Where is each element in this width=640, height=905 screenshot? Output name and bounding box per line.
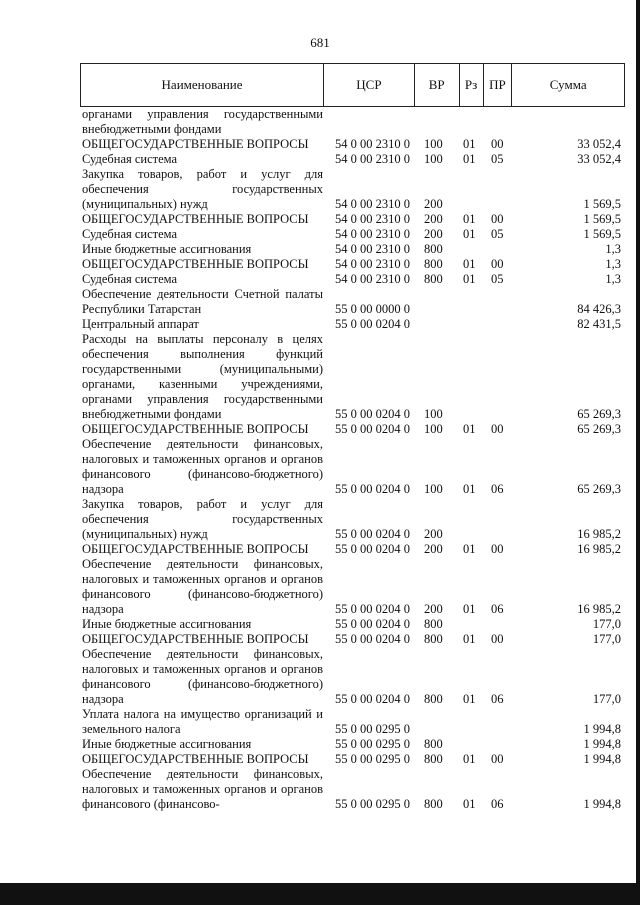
cell-sum: 16 985,2 <box>577 542 621 556</box>
cell-pr: 00 <box>491 422 504 436</box>
cell-name: Обеспечение деятельности финансовых, налоговых и таможенных органов и органов финансового (финансово-бюджетного) надзора <box>82 437 323 496</box>
cell-pr: 06 <box>491 692 504 706</box>
cell-sum: 1,3 <box>605 242 621 256</box>
cell-pr: 06 <box>491 602 504 616</box>
cell-name: Иные бюджетные ассигнования <box>82 242 252 256</box>
cell-name: ОБЩЕГОСУДАРСТВЕННЫЕ ВОПРОСЫ <box>82 632 309 646</box>
table-body <box>80 107 625 812</box>
cell-sum: 1 994,8 <box>583 797 621 811</box>
cell-name: Судебная система <box>82 272 178 286</box>
table-row <box>80 287 625 317</box>
cell-pr: 05 <box>491 227 504 241</box>
cell-pr: 00 <box>491 542 504 556</box>
cell-pr: 00 <box>491 752 504 766</box>
cell-pr: 00 <box>491 212 504 226</box>
cell-rz: 01 <box>463 422 476 436</box>
cell-sum: 82 431,5 <box>577 317 621 331</box>
cell-name: ОБЩЕГОСУДАРСТВЕННЫЕ ВОПРОСЫ <box>82 257 309 271</box>
scan-border-right <box>636 0 640 905</box>
cell-vr: 100 <box>424 422 443 436</box>
table-row <box>80 212 625 227</box>
table-row <box>80 107 625 137</box>
cell-name: Закупка товаров, работ и услуг для обеспечения государственных (муниципальных) нужд <box>82 497 323 541</box>
table-row <box>80 332 625 422</box>
cell-vr: 200 <box>424 542 443 556</box>
cell-sum: 1 569,5 <box>583 212 621 226</box>
table-row <box>80 437 625 497</box>
header-name: Наименование <box>161 77 243 92</box>
cell-rz: 01 <box>463 212 476 226</box>
cell-pr: 06 <box>491 482 504 496</box>
cell-sum: 65 269,3 <box>577 422 621 436</box>
cell-name: ОБЩЕГОСУДАРСТВЕННЫЕ ВОПРОСЫ <box>82 542 309 556</box>
cell-pr: 00 <box>491 632 504 646</box>
cell-sum: 1 994,8 <box>583 752 621 766</box>
cell-name: ОБЩЕГОСУДАРСТВЕННЫЕ ВОПРОСЫ <box>82 212 309 226</box>
cell-sum: 16 985,2 <box>577 602 621 616</box>
cell-pr: 00 <box>491 257 504 271</box>
header-rz: Рз <box>459 64 483 106</box>
cell-csr: 55 0 00 0204 0 <box>335 482 410 496</box>
table-row <box>80 617 625 632</box>
cell-rz: 01 <box>463 542 476 556</box>
cell-name: органами управления государственными внебюджетными фондами <box>82 107 323 136</box>
cell-sum: 33 052,4 <box>577 137 621 151</box>
cell-rz: 01 <box>463 227 476 241</box>
table-row <box>80 737 625 752</box>
cell-sum: 1 994,8 <box>583 722 621 736</box>
cell-csr: 54 0 00 2310 0 <box>335 137 410 151</box>
page-number: 681 <box>310 35 330 50</box>
table-row <box>80 647 625 707</box>
table-row <box>80 152 625 167</box>
cell-pr: 05 <box>491 272 504 286</box>
cell-csr: 54 0 00 2310 0 <box>335 257 410 271</box>
cell-csr: 54 0 00 2310 0 <box>335 272 410 286</box>
cell-vr: 800 <box>424 632 443 646</box>
cell-name: Иные бюджетные ассигнования <box>82 617 252 631</box>
table-row <box>80 752 625 767</box>
cell-name: ОБЩЕГОСУДАРСТВЕННЫЕ ВОПРОСЫ <box>82 137 309 151</box>
cell-csr: 55 0 00 0204 0 <box>335 422 410 436</box>
cell-pr: 06 <box>491 797 504 811</box>
table-row <box>80 227 625 242</box>
table-row <box>80 632 625 647</box>
cell-sum: 177,0 <box>592 632 621 646</box>
cell-rz: 01 <box>463 272 476 286</box>
table-row <box>80 317 625 332</box>
cell-rz: 01 <box>463 632 476 646</box>
cell-sum: 65 269,3 <box>577 482 621 496</box>
cell-vr: 200 <box>424 197 443 211</box>
table-row <box>80 242 625 257</box>
cell-pr: 05 <box>491 152 504 166</box>
cell-csr: 55 0 00 0204 0 <box>335 692 410 706</box>
cell-rz: 01 <box>463 152 476 166</box>
table-row <box>80 497 625 542</box>
cell-name: Обеспечение деятельности Счетной палаты Республики Татарстан <box>82 287 323 316</box>
cell-vr: 800 <box>424 617 443 631</box>
cell-csr: 55 0 00 0295 0 <box>335 752 410 766</box>
cell-csr: 54 0 00 2310 0 <box>335 212 410 226</box>
cell-csr: 54 0 00 2310 0 <box>335 197 410 211</box>
cell-rz: 01 <box>463 137 476 151</box>
cell-vr: 800 <box>424 242 443 256</box>
cell-name: Судебная система <box>82 152 178 166</box>
cell-csr: 55 0 00 0204 0 <box>335 542 410 556</box>
cell-vr: 800 <box>424 752 443 766</box>
header-csr: ЦСР <box>323 64 414 106</box>
cell-rz: 01 <box>463 797 476 811</box>
cell-vr: 800 <box>424 257 443 271</box>
cell-sum: 33 052,4 <box>577 152 621 166</box>
cell-sum: 1 994,8 <box>583 737 621 751</box>
table-row <box>80 707 625 737</box>
cell-name: Закупка товаров, работ и услуг для обеспечения государственных (муниципальных) нужд <box>82 167 323 211</box>
table-row <box>80 767 625 812</box>
cell-vr: 200 <box>424 212 443 226</box>
cell-csr: 55 0 00 0204 0 <box>335 632 410 646</box>
cell-sum: 16 985,2 <box>577 527 621 541</box>
cell-vr: 800 <box>424 272 443 286</box>
cell-pr: 00 <box>491 137 504 151</box>
table-row <box>80 542 625 557</box>
cell-csr: 55 0 00 0295 0 <box>335 722 410 736</box>
cell-vr: 200 <box>424 227 443 241</box>
header-sum: Сумма <box>511 64 624 106</box>
cell-sum: 65 269,3 <box>577 407 621 421</box>
cell-sum: 1,3 <box>605 257 621 271</box>
table-row <box>80 257 625 272</box>
cell-csr: 55 0 00 0000 0 <box>335 302 410 316</box>
cell-rz: 01 <box>463 482 476 496</box>
cell-vr: 100 <box>424 152 443 166</box>
cell-rz: 01 <box>463 257 476 271</box>
cell-vr: 800 <box>424 737 443 751</box>
cell-sum: 84 426,3 <box>577 302 621 316</box>
cell-vr: 100 <box>424 407 443 421</box>
cell-csr: 54 0 00 2310 0 <box>335 152 410 166</box>
cell-vr: 800 <box>424 692 443 706</box>
scan-border-bottom <box>0 883 640 905</box>
cell-vr: 100 <box>424 482 443 496</box>
cell-sum: 177,0 <box>592 692 621 706</box>
cell-csr: 55 0 00 0204 0 <box>335 317 410 331</box>
budget-table <box>80 63 625 812</box>
cell-name: Расходы на выплаты персоналу в целях обеспечения выполнения функций государственными (муниципальными) органами, казенными учреждениями, органами управления государственными внебюджетными фондами <box>82 332 323 421</box>
table-row <box>80 557 625 617</box>
cell-csr: 54 0 00 2310 0 <box>335 227 410 241</box>
cell-name: ОБЩЕГОСУДАРСТВЕННЫЕ ВОПРОСЫ <box>82 752 309 766</box>
cell-csr: 55 0 00 0295 0 <box>335 737 410 751</box>
table-row <box>80 137 625 152</box>
cell-sum: 1 569,5 <box>583 227 621 241</box>
cell-vr: 200 <box>424 527 443 541</box>
cell-name: Обеспечение деятельности финансовых, налоговых и таможенных органов и органов финансового (финансово- <box>82 767 323 811</box>
cell-vr: 100 <box>424 137 443 151</box>
table-row <box>80 272 625 287</box>
cell-name: Уплата налога на имущество организаций и земельного налога <box>82 707 323 736</box>
table-row <box>80 167 625 212</box>
cell-rz: 01 <box>463 692 476 706</box>
cell-sum: 177,0 <box>592 617 621 631</box>
cell-name: ОБЩЕГОСУДАРСТВЕННЫЕ ВОПРОСЫ <box>82 422 309 436</box>
cell-csr: 55 0 00 0204 0 <box>335 527 410 541</box>
header-vr: ВР <box>414 64 459 106</box>
cell-rz: 01 <box>463 752 476 766</box>
cell-name: Судебная система <box>82 227 178 241</box>
cell-vr: 200 <box>424 602 443 616</box>
cell-csr: 55 0 00 0295 0 <box>335 797 410 811</box>
table-header <box>80 63 625 107</box>
cell-rz: 01 <box>463 602 476 616</box>
table-row <box>80 422 625 437</box>
cell-name: Иные бюджетные ассигнования <box>82 737 252 751</box>
cell-name: Центральный аппарат <box>82 317 199 331</box>
cell-csr: 54 0 00 2310 0 <box>335 242 410 256</box>
cell-csr: 55 0 00 0204 0 <box>335 617 410 631</box>
cell-name: Обеспечение деятельности финансовых, налоговых и таможенных органов и органов финансового (финансово-бюджетного) надзора <box>82 647 323 706</box>
cell-csr: 55 0 00 0204 0 <box>335 602 410 616</box>
cell-name: Обеспечение деятельности финансовых, налоговых и таможенных органов и органов финансового (финансово-бюджетного) надзора <box>82 557 323 616</box>
header-pr: ПР <box>483 64 512 106</box>
cell-sum: 1,3 <box>605 272 621 286</box>
cell-sum: 1 569,5 <box>583 197 621 211</box>
cell-vr: 800 <box>424 797 443 811</box>
cell-csr: 55 0 00 0204 0 <box>335 407 410 421</box>
